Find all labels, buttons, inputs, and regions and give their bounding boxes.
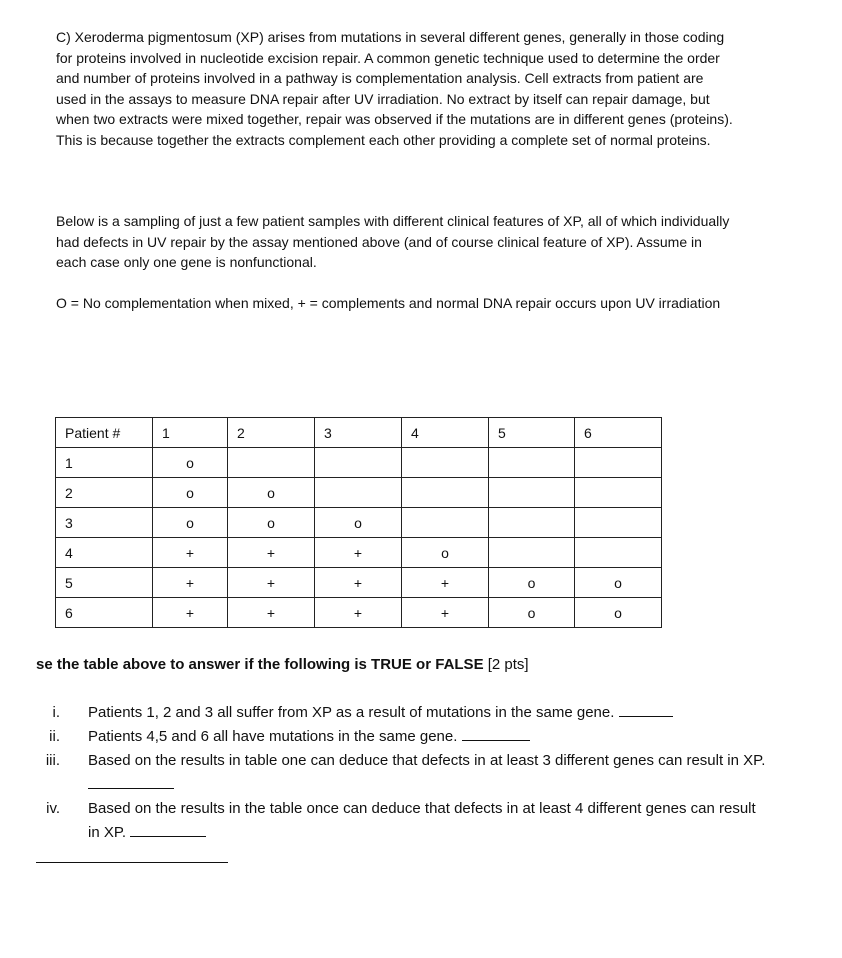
instructions-text: se the table above to answer if the following is TRUE or FALSE xyxy=(36,656,484,673)
row-label: 3 xyxy=(56,508,153,538)
table-cell xyxy=(402,448,489,478)
table-cell: o xyxy=(228,478,315,508)
table-cell xyxy=(489,478,575,508)
intro-paragraph-2: Below is a sampling of just a few patient samples with different clinical features of XP, all of which individually had defects in UV repair by the assay mentioned above (and of course clinical feature of XP). Assume in each case only one gene is nonfunctional. xyxy=(56,213,730,270)
table-cell: o xyxy=(228,508,315,538)
table-cell xyxy=(575,448,662,478)
row-label: 6 xyxy=(56,598,153,628)
answer-blank[interactable] xyxy=(130,822,206,837)
question-number: iii. xyxy=(45,752,60,769)
column-header: 6 xyxy=(575,418,662,448)
table-cell xyxy=(575,508,662,538)
table-cell: + xyxy=(228,598,315,628)
table-row xyxy=(56,478,662,508)
row-label: 2 xyxy=(56,478,153,508)
table-header-row xyxy=(56,418,662,448)
corner-label: Patient # xyxy=(56,418,153,448)
row-label: 5 xyxy=(56,568,153,598)
question-number: i. xyxy=(52,704,60,721)
table-cell xyxy=(489,508,575,538)
table-cell xyxy=(402,478,489,508)
complementation-table xyxy=(55,417,662,628)
column-header: 1 xyxy=(153,418,228,448)
table-cell: + xyxy=(402,568,489,598)
table-row xyxy=(56,568,662,598)
column-header: 3 xyxy=(315,418,402,448)
question-text: Based on the results in table one can deduce that defects in at least 3 different genes can result in XP. xyxy=(88,752,766,769)
intro-paragraph-1: C) Xeroderma pigmentosum (XP) arises from mutations in several different genes, generally in those coding for proteins involved in nucleotide excision repair. A common genetic technique used to determine the order and number of proteins involved in a pathway is complementation analysis. Cell extracts from patient are used in the assays to measure DNA repair after UV irradiation. No extract by itself can repair damage, but when two extracts were mixed together, repair was observed if the mutations are in different genes (proteins). This is because together the extracts complement each other providing a complete set of normal proteins. xyxy=(56,29,733,148)
answer-blank[interactable] xyxy=(88,774,174,789)
table-cell xyxy=(575,538,662,568)
table-cell: o xyxy=(153,478,228,508)
table-cell: + xyxy=(315,538,402,568)
column-header: 5 xyxy=(489,418,575,448)
bottom-rule xyxy=(36,862,228,863)
table-cell xyxy=(402,508,489,538)
table-cell xyxy=(489,448,575,478)
answer-blank[interactable] xyxy=(462,726,530,741)
question-text: Patients 4,5 and 6 all have mutations in the same gene. xyxy=(88,728,458,745)
table-cell: + xyxy=(315,598,402,628)
table-row xyxy=(56,448,662,478)
table-cell xyxy=(228,448,315,478)
column-header: 2 xyxy=(228,418,315,448)
table-cell: + xyxy=(153,598,228,628)
question-text: Based on the results in the table once can deduce that defects in at least 4 different genes can result in XP. xyxy=(88,800,756,841)
points-label: [2 pts] xyxy=(487,656,529,673)
question-text: Patients 1, 2 and 3 all suffer from XP as a result of mutations in the same gene. xyxy=(88,704,615,721)
table-cell: o xyxy=(315,508,402,538)
table-row xyxy=(56,598,662,628)
table-cell: + xyxy=(153,568,228,598)
table-row xyxy=(56,538,662,568)
instructions xyxy=(36,656,529,673)
table-cell: + xyxy=(402,598,489,628)
table-cell xyxy=(315,478,402,508)
table-cell: + xyxy=(153,538,228,568)
answer-blank[interactable] xyxy=(619,702,673,717)
table-cell xyxy=(315,448,402,478)
table-cell: o xyxy=(402,538,489,568)
question-number: ii. xyxy=(49,728,60,745)
table-cell: o xyxy=(575,568,662,598)
table-cell: o xyxy=(575,598,662,628)
table-cell: + xyxy=(228,568,315,598)
table-cell: o xyxy=(153,448,228,478)
table-cell: + xyxy=(315,568,402,598)
question-number: iv. xyxy=(46,800,60,817)
row-label: 1 xyxy=(56,448,153,478)
column-header: 4 xyxy=(402,418,489,448)
table-row xyxy=(56,508,662,538)
table-cell: + xyxy=(228,538,315,568)
table-cell xyxy=(575,478,662,508)
row-label: 4 xyxy=(56,538,153,568)
legend-paragraph: O = No complementation when mixed, + = complements and normal DNA repair occurs upon UV irradiation xyxy=(56,295,721,311)
table-cell: o xyxy=(153,508,228,538)
table-cell xyxy=(489,538,575,568)
table-cell: o xyxy=(489,568,575,598)
table-cell: o xyxy=(489,598,575,628)
